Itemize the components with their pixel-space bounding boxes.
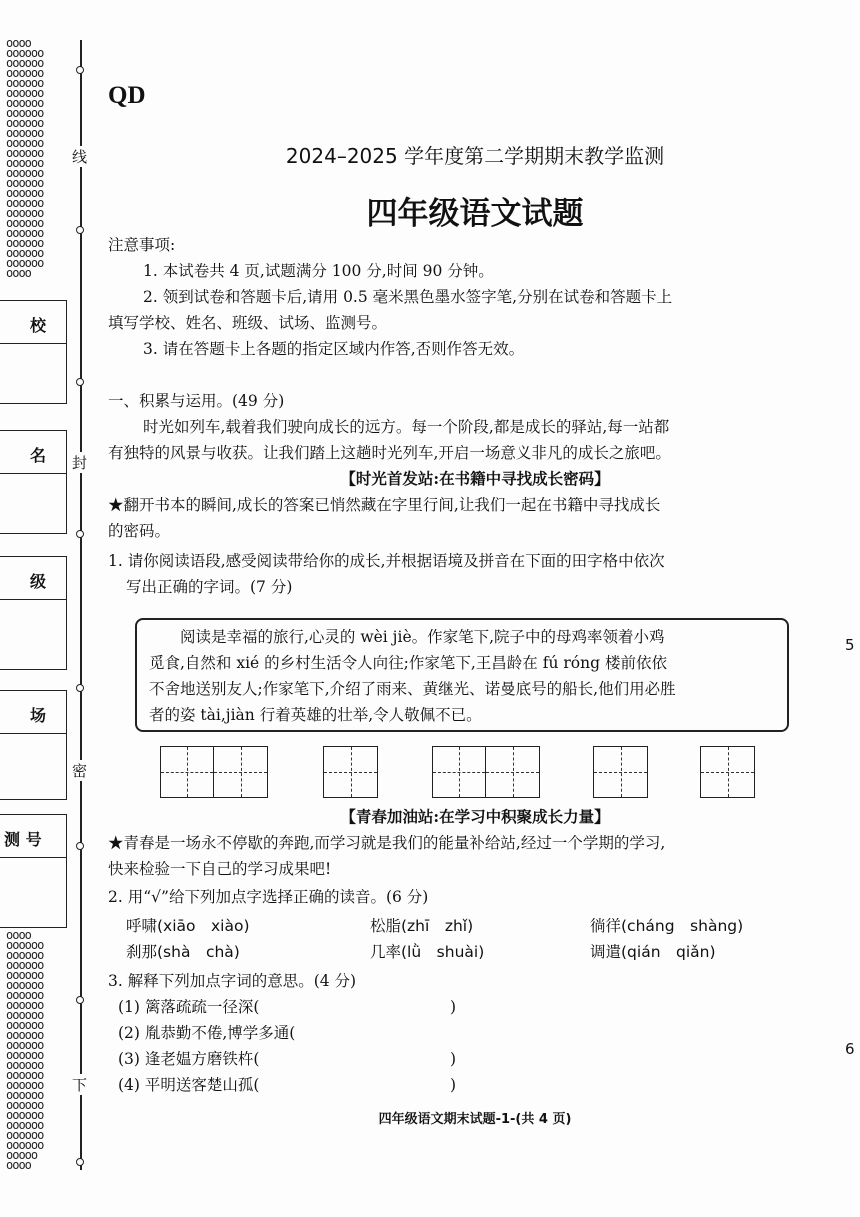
station2-intro-line: 快来检验一下自己的学习成果吧! (108, 860, 332, 878)
section-heading: 一、积累与运用。(49 分) (108, 392, 285, 410)
section-intro-line: 有独特的风景与收获。让我们踏上这趟时光列车,开启一场意义非凡的成长之旅吧。 (108, 444, 671, 462)
seal-char-line: 线 (72, 148, 88, 166)
paper-code: QD (108, 82, 146, 109)
seal-circle (76, 684, 84, 692)
q3-item: (4) 平明送客楚山孤( (118, 1076, 260, 1094)
seal-circle (76, 378, 84, 386)
field-school[interactable] (0, 300, 67, 404)
edge-mark: 6 (845, 1040, 855, 1058)
q3-item: (1) 篱落疏疏一径深( (118, 998, 260, 1016)
q2-option[interactable]: 松脂(zhī zhǐ) (370, 917, 474, 935)
station1-title: 【时光首发站:在书籍中寻找成长密码】 (340, 469, 610, 488)
q2-option[interactable]: 调遣(qián qiǎn) (590, 943, 716, 961)
answer-grid-3[interactable] (432, 746, 540, 798)
seal-circle (76, 226, 84, 234)
exam-subject-title: 四年级语文试题 (366, 196, 584, 232)
field-room-label: 场 (30, 706, 47, 725)
field-exam-number[interactable] (0, 814, 67, 928)
answer-grid-5[interactable] (700, 746, 755, 798)
note-item: 2. 领到试卷和答题卡后,请用 0.5 毫米黑色墨水签字笔,分别在试卷和答题卡上 (143, 288, 673, 306)
answer-grid-2[interactable] (323, 746, 378, 798)
q3-item: (2) 胤恭勤不倦,博学多通( (118, 1024, 296, 1042)
seal-circle (76, 66, 84, 74)
seal-char-below: 下 (72, 1076, 88, 1094)
passage-line: 不舍地送别友人;作家笔下,介绍了雨来、黄继光、诺曼底号的船长,他们用必胜 (149, 680, 676, 698)
q1-stem-line: 1. 请你阅读语段,感受阅读带给你的成长,并根据语境及拼音在下面的田字格中依次 (108, 552, 665, 570)
field-name[interactable] (0, 430, 67, 534)
station1-intro-line: 的密码。 (108, 522, 171, 540)
field-class-label: 级 (30, 572, 47, 591)
field-exam-number-label: 测 号 (4, 830, 42, 849)
q1-reading-passage (135, 618, 789, 732)
exam-title: 2024–2025 学年度第二学期期末教学监测 (285, 144, 665, 168)
passage-line: 者的姿 tài,jiàn 行着英雄的壮举,令人敬佩不已。 (149, 706, 482, 724)
note-item: 1. 本试卷共 4 页,试题满分 100 分,时间 90 分钟。 (143, 262, 494, 280)
q3-close-paren: ) (450, 1050, 457, 1068)
q1-stem-line: 写出正确的字词。(7 分) (126, 578, 293, 596)
seal-circle (76, 1158, 84, 1166)
q3-stem: 3. 解释下列加点字词的意思。(4 分) (108, 972, 357, 990)
answer-grid-4[interactable] (593, 746, 648, 798)
q2-option[interactable]: 呼啸(xiāo xiào) (126, 917, 250, 935)
station2-title: 【青春加油站:在学习中积聚成长力量】 (340, 807, 610, 826)
seal-char-secret: 密 (72, 762, 88, 780)
q2-stem: 2. 用“√”给下列加点字选择正确的读音。(6 分) (108, 888, 429, 906)
grid-cell[interactable] (161, 747, 214, 797)
q2-option[interactable]: 徜徉(cháng shàng) (590, 917, 744, 935)
grid-cell[interactable] (486, 747, 539, 797)
seal-circle (76, 996, 84, 1004)
field-room[interactable] (0, 690, 67, 800)
passage-line: 阅读是幸福的旅行,心灵的 wèi jiè。作家笔下,院子中的母鸡率领着小鸡 (180, 628, 665, 646)
field-name-label: 名 (30, 446, 47, 465)
grid-cell[interactable] (433, 747, 486, 797)
grid-cell[interactable] (594, 747, 647, 797)
seal-circle (76, 530, 84, 538)
station2-intro-line: ★青春是一场永不停歇的奔跑,而学习就是我们的能量补给站,经过一个学期的学习, (108, 834, 666, 852)
q3-close-paren: ) (450, 998, 457, 1016)
edge-mark: 5 (845, 636, 855, 654)
field-school-label: 校 (30, 316, 47, 335)
page-footer: 四年级语文期末试题-1-(共 4 页) (378, 1112, 572, 1127)
field-class[interactable] (0, 556, 67, 670)
perforation-dots-bottom: oooo oooooo oooooo oooooo oooooo oooooo oooooo oooooo oooooo oooooo oooooo oooooo oooooo oooooo oooooo oooooo oooooo oooooo oooooo oooooo oooooo oooooo ooooo oooo (6, 930, 44, 1170)
station1-intro-line: ★翻开书本的瞬间,成长的答案已悄然藏在字里行间,让我们一起在书籍中寻找成长 (108, 496, 661, 514)
grid-cell[interactable] (324, 747, 377, 797)
notes-heading: 注意事项: (108, 236, 176, 254)
seal-circle (76, 842, 84, 850)
q2-option[interactable]: 刹那(shà chà) (126, 943, 240, 961)
section-intro-line: 时光如列车,载着我们驶向成长的远方。每一个阶段,都是成长的驿站,每一站都 (143, 418, 670, 436)
q2-option[interactable]: 几率(lǜ shuài) (370, 943, 485, 961)
note-item: 3. 请在答题卡上各题的指定区域内作答,否则作答无效。 (143, 340, 525, 358)
note-item: 填写学校、姓名、班级、试场、监测号。 (108, 314, 388, 332)
passage-line: 觅食,自然和 xié 的乡村生活令人向往;作家笔下,王昌龄在 fú róng 楼前依依 (149, 654, 667, 672)
binding-margin (0, 0, 100, 1217)
answer-grid-1[interactable] (160, 746, 268, 798)
q3-item: (3) 逢老媪方磨铁杵( (118, 1050, 260, 1068)
q3-close-paren: ) (450, 1076, 457, 1094)
perforation-dots-top: oooo oooooo oooooo oooooo oooooo oooooo oooooo oooooo oooooo oooooo oooooo oooooo oooooo oooooo oooooo oooooo oooooo oooooo oooooo oooooo oooooo oooooo oooooo oooo (6, 38, 44, 278)
grid-cell[interactable] (214, 747, 267, 797)
seal-char-seal: 封 (72, 454, 88, 472)
grid-cell[interactable] (701, 747, 754, 797)
